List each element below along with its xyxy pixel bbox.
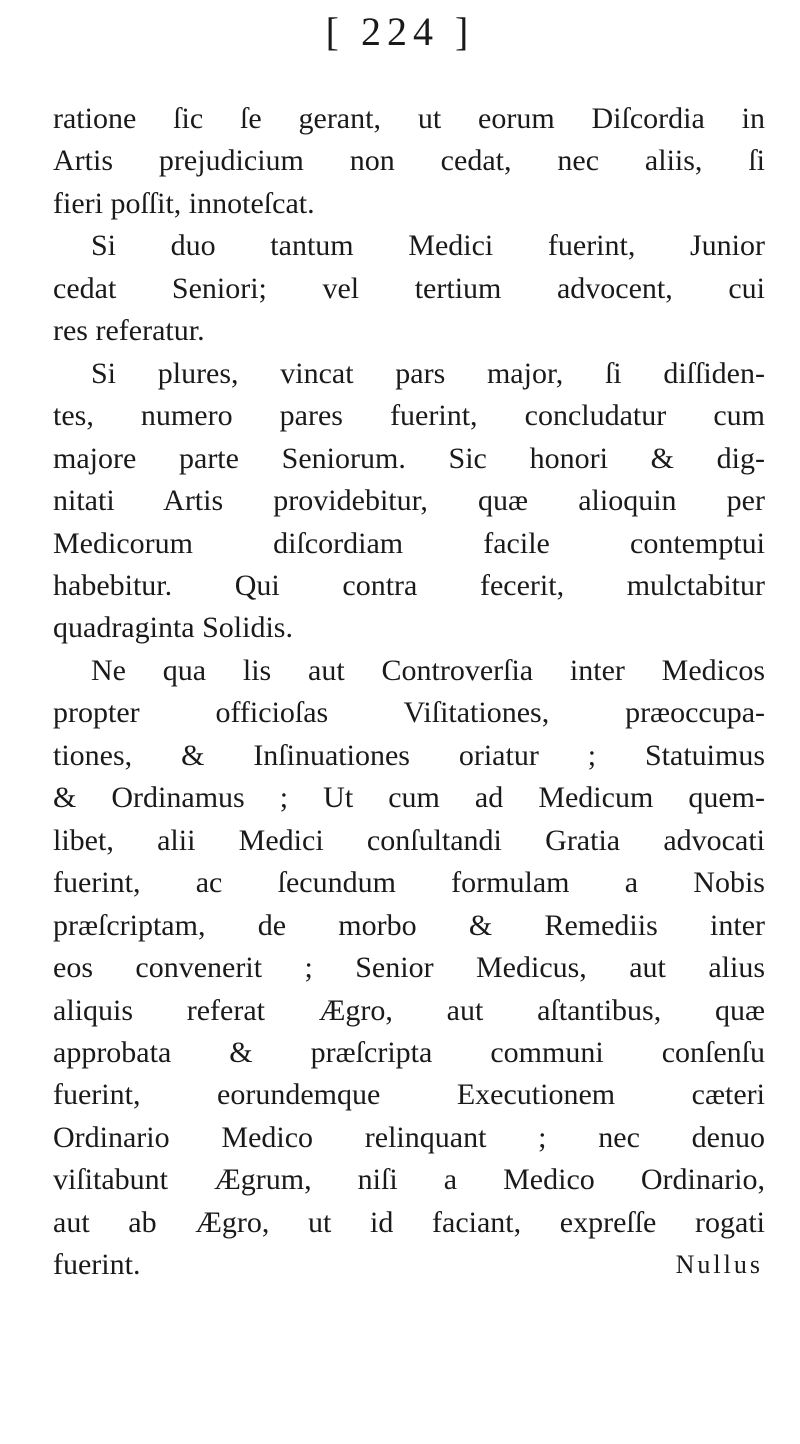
- text-line: eos convenerit ; Senior Medicus, aut alius: [53, 951, 765, 985]
- text-line: fuerint, ac ſecundum formulam a Nobis: [53, 866, 765, 900]
- paragraph-start-line: Si duo tantum Medici fuerint, Junior: [91, 229, 765, 263]
- last-text-line: fuerint.: [53, 1248, 141, 1282]
- text-line: habebitur. Qui contra fecerit, mulctabitur: [53, 568, 765, 602]
- text-line: tes, numero pares fuerint, concludatur cum: [53, 399, 765, 433]
- text-line: aliquis referat Ægro, aut aſtantibus, quæ: [53, 993, 765, 1027]
- text-line: approbata & præſcripta communi conſenſu: [53, 1035, 765, 1069]
- text-line: Ordinario Medico relinquant ; nec denuo: [53, 1120, 765, 1154]
- text-line: ratione ſic ſe gerant, ut eorum Diſcordia in: [53, 102, 765, 135]
- text-line: quadraginta Solidis.: [53, 611, 293, 645]
- text-line: propter officioſas Viſitationes, præoccupa-: [53, 696, 765, 730]
- text-line: libet, alii Medici conſultandi Gratia advocati: [53, 823, 765, 857]
- paragraph-start-line: Si plures, vincat pars major, ſi diſſiden-: [91, 356, 765, 390]
- text-line: tiones, & Inſinuationes oriatur ; Statuimus: [53, 738, 765, 772]
- catchword: Nullus: [675, 1250, 763, 1280]
- text-line: majore parte Seniorum. Sic honori & dig-: [53, 441, 765, 475]
- text-line: res referatur.: [53, 314, 205, 348]
- text-line: fuerint, eorundemque Executionem cæteri: [53, 1078, 765, 1112]
- text-line: viſitabunt Ægrum, niſi a Medico Ordinario,: [53, 1163, 765, 1197]
- text-line: cedat Seniori; vel tertium advocent, cui: [53, 271, 765, 305]
- text-line: fieri poſſit, innoteſcat.: [53, 186, 315, 220]
- text-line: Medicorum diſcordiam facile contemptui: [53, 526, 765, 560]
- paragraph-start-line: Ne qua lis aut Controverſia inter Medicos: [91, 653, 765, 687]
- text-line: nitati Artis providebitur, quæ alioquin per: [53, 484, 765, 518]
- final-line: [53, 1244, 765, 1286]
- text-line: præſcriptam, de morbo & Remediis inter: [53, 908, 765, 942]
- body-text: [53, 98, 765, 1287]
- text-line: & Ordinamus ; Ut cum ad Medicum quem-: [53, 781, 765, 815]
- page-number: [ 224 ]: [325, 9, 475, 54]
- text-line: aut ab Ægro, ut id faciant, expreſſe rogati: [53, 1205, 765, 1239]
- text-line: Artis prejudicium non cedat, nec aliis, ſi: [53, 144, 765, 178]
